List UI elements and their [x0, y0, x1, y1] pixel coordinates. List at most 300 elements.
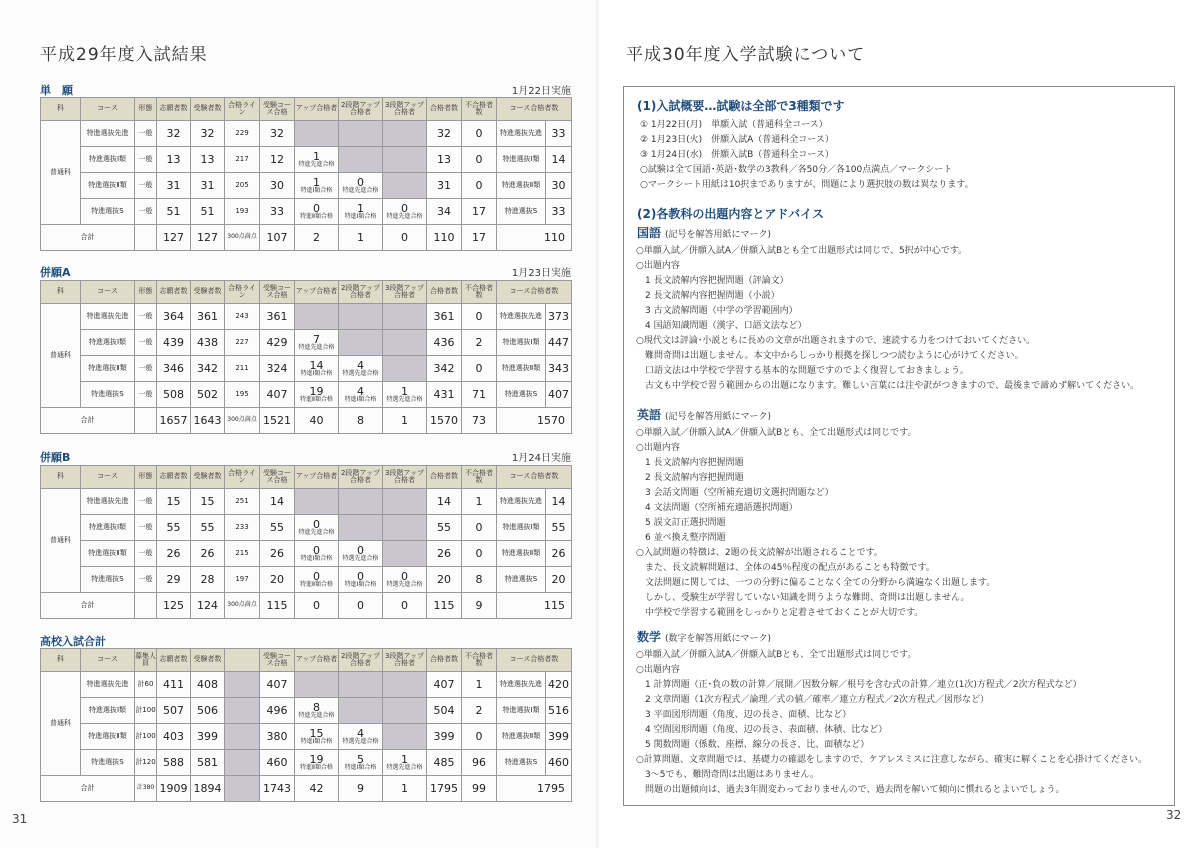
text-line: 3 平面図形問題（角度、辺の長さ、面積、比など）: [636, 710, 852, 720]
applicants-cell: 15: [157, 489, 191, 515]
total-line: 300点満点: [225, 408, 260, 434]
form-cell: 一般: [135, 147, 157, 173]
table-row: [41, 356, 572, 382]
applicants-cell: 13: [157, 147, 191, 173]
column-header: 受験コース合格: [260, 466, 295, 489]
up-count: 1: [357, 201, 364, 215]
up-cell: [295, 382, 339, 408]
column-header: 形態: [135, 281, 157, 304]
course-pass-count: 30: [551, 178, 566, 192]
table-header: [41, 281, 572, 304]
form-cell: 一般: [135, 515, 157, 541]
total-course-pass: 110: [497, 225, 572, 251]
total-line: [225, 776, 260, 802]
column-header: コース合格者数: [497, 98, 572, 121]
empty-up-cell: [383, 698, 427, 724]
column-header: アップ合格者: [295, 98, 339, 121]
course-cell: 特進選抜Ⅱ類: [81, 356, 135, 382]
pass-course-cell: 324: [260, 356, 295, 382]
column-header: コース: [81, 466, 135, 489]
course-pass-count: 373: [548, 309, 569, 323]
examinees-cell: 399: [191, 724, 225, 750]
pass-course-cell: 496: [260, 698, 295, 724]
column-header: 不合格者数: [462, 466, 497, 489]
section-1-title: (1)入試概要…試験は全部で3種類です: [637, 99, 845, 113]
line-cell: 215: [225, 541, 260, 567]
failed-cell: 8: [462, 567, 497, 593]
up-cell: [339, 173, 383, 199]
up-detail: 特選先進合格: [342, 554, 379, 562]
course-pass-count: 407: [548, 387, 569, 401]
total-up: 40: [295, 408, 339, 434]
column-header: 志願者数: [157, 649, 191, 672]
section-2-title: (2)各教科の出題内容とアドバイス: [637, 207, 824, 221]
results-table: [40, 97, 572, 251]
table-total-row: [41, 408, 572, 434]
passed-cell: 26: [427, 541, 462, 567]
course-pass-label: 特進選抜S: [497, 382, 546, 407]
course-pass-cell: [497, 356, 572, 382]
total-examinees: 127: [191, 225, 225, 251]
applicants-cell: 507: [157, 698, 191, 724]
total-applicants: 125: [157, 593, 191, 619]
empty-up-cell: [339, 121, 383, 147]
column-header: コース: [81, 281, 135, 304]
course-cell: 特進選抜先進: [81, 304, 135, 330]
pass-course-cell: 380: [260, 724, 295, 750]
failed-cell: 0: [462, 121, 497, 147]
section-date: 1月23日実施: [511, 268, 571, 279]
kokugo-title: 国語: [637, 226, 662, 240]
total-examinees: 1643: [191, 408, 225, 434]
empty-up-cell: [383, 147, 427, 173]
total-line: 300点満点: [225, 225, 260, 251]
text-line: 3 古文読解問題（中学の学習範囲内）: [636, 306, 798, 316]
course-pass-cell: [497, 330, 572, 356]
text-line: また、長文読解問題は、全体の45％程度の配点があることも特徴です。: [636, 563, 935, 573]
line-cell: 227: [225, 330, 260, 356]
course-cell: 特進選抜Ⅱ類: [81, 541, 135, 567]
course-pass-label: 特進選抜Ⅰ類: [497, 330, 546, 355]
course-cell: 特進選抜Ⅰ類: [81, 330, 135, 356]
table-row: [41, 567, 572, 593]
empty-up-cell: [339, 515, 383, 541]
up-count: 4: [357, 384, 364, 398]
section-heading: [40, 264, 571, 278]
up-cell: [383, 199, 427, 225]
up-count: 8: [313, 700, 320, 714]
applicants-cell: 346: [157, 356, 191, 382]
column-header: 受験者数: [191, 281, 225, 304]
total-label: 合計: [41, 593, 135, 619]
total-failed: 17: [462, 225, 497, 251]
text-line: ○マークシート用紙は10択までありますが、問題により選択肢の数は異なります。: [640, 180, 974, 190]
passed-cell: 407: [427, 672, 462, 698]
applicants-cell: 411: [157, 672, 191, 698]
total-up2: 8: [339, 408, 383, 434]
line-cell: 251: [225, 489, 260, 515]
course-cell: 特進選抜S: [81, 382, 135, 408]
up-count: 14: [309, 358, 324, 372]
pass-course-cell: 407: [260, 382, 295, 408]
up-cell: [383, 567, 427, 593]
up-detail: 特進先進合格: [298, 160, 335, 168]
up-detail: 特進先進合格: [342, 186, 379, 194]
total-up3: 0: [383, 225, 427, 251]
passed-cell: 436: [427, 330, 462, 356]
table-row: [41, 199, 572, 225]
course-cell: 特進選抜S: [81, 567, 135, 593]
up-cell: [295, 750, 339, 776]
line-cell: [225, 724, 260, 750]
course-pass-label: 特進選抜S: [497, 199, 546, 224]
sugaku-heading: [637, 628, 771, 645]
total-passed: 115: [427, 593, 462, 619]
course-cell: 特進選抜Ⅰ類: [81, 147, 135, 173]
total-up2: 9: [339, 776, 383, 802]
up-detail: 特進先進合格: [298, 528, 335, 536]
eigo-title: 英語: [637, 408, 662, 422]
page-title-left: 平成29年度入試結果: [40, 45, 208, 65]
text-line: ○単願入試／併願入試A／併願入試Bとも全て出題形式は同じで、5択が中心です。: [636, 246, 968, 256]
column-header: 2段階アップ合格者: [339, 649, 383, 672]
course-pass-count: 516: [548, 703, 569, 717]
total-passed: 110: [427, 225, 462, 251]
text-line: 4 空間図形問題（角度、辺の長さ、表面積、体積、比など）: [636, 725, 888, 735]
empty-up-cell: [339, 489, 383, 515]
dept-cell: 普通科: [41, 304, 81, 408]
column-header: 3段階アップ合格者: [383, 281, 427, 304]
failed-cell: 0: [462, 724, 497, 750]
applicants-cell: 403: [157, 724, 191, 750]
total-course-pass: 115: [497, 593, 572, 619]
total-failed: 9: [462, 593, 497, 619]
form-cell: 計100: [135, 698, 157, 724]
passed-cell: 485: [427, 750, 462, 776]
course-pass-cell: [497, 304, 572, 330]
empty-up-cell: [383, 356, 427, 382]
total-label: 合計: [41, 408, 135, 434]
passed-cell: 342: [427, 356, 462, 382]
text-line: 6 並べ換え整序問題: [636, 533, 726, 543]
course-cell: 特進選抜先進: [81, 489, 135, 515]
failed-cell: 0: [462, 173, 497, 199]
sugaku-title: 数学: [637, 630, 662, 644]
failed-cell: 0: [462, 304, 497, 330]
column-header: 2段階アップ合格者: [339, 98, 383, 121]
total-form: [135, 225, 157, 251]
form-cell: 一般: [135, 173, 157, 199]
text-line: ○単願入試／併願入試A／併願入試Bとも、全て出題形式は同じです。: [636, 650, 917, 660]
empty-up-cell: [383, 724, 427, 750]
up-count: 4: [357, 726, 364, 740]
column-header: 合格ライン: [225, 281, 260, 304]
section-heading: [40, 82, 571, 96]
table-header: [41, 466, 572, 489]
table-row: [41, 173, 572, 199]
total-failed: 99: [462, 776, 497, 802]
total-applicants: 127: [157, 225, 191, 251]
examinees-cell: 408: [191, 672, 225, 698]
course-pass-cell: [497, 724, 572, 750]
failed-cell: 71: [462, 382, 497, 408]
course-cell: 特進選抜先進: [81, 121, 135, 147]
course-cell: 特進選抜Ⅰ類: [81, 515, 135, 541]
table-row: [41, 750, 572, 776]
section-name: 併願B: [40, 451, 71, 464]
line-cell: 233: [225, 515, 260, 541]
examinees-cell: 342: [191, 356, 225, 382]
course-pass-cell: [497, 541, 572, 567]
text-line: ○単願入試／併願入試A／併願入試Bとも、全て出題形式は同じです。: [636, 428, 917, 438]
course-pass-label: 特進選抜Ⅰ類: [497, 515, 546, 540]
up-cell: [295, 698, 339, 724]
column-header: 志願者数: [157, 98, 191, 121]
up-count: 0: [313, 569, 320, 583]
applicants-cell: 55: [157, 515, 191, 541]
text-line: 1 長文読解内容把握問題: [636, 458, 744, 468]
total-pass-course: 1743: [260, 776, 295, 802]
empty-up-cell: [383, 489, 427, 515]
text-line: 文法問題に関しては、一つの分野に偏ることなく全ての分野から満遍なく出題します。: [636, 578, 996, 588]
column-header: 受験コース合格: [260, 649, 295, 672]
text-line: ① 1月22日(月) 単願入試（普通科全コース）: [640, 120, 828, 130]
examinees-cell: 28: [191, 567, 225, 593]
applicants-cell: 508: [157, 382, 191, 408]
pass-course-cell: 33: [260, 199, 295, 225]
course-pass-cell: [497, 672, 572, 698]
course-pass-count: 33: [551, 204, 566, 218]
column-header: [225, 649, 260, 672]
total-up2: 1: [339, 225, 383, 251]
up-cell: [339, 356, 383, 382]
course-pass-count: 460: [548, 755, 569, 769]
total-line: 300点満点: [225, 593, 260, 619]
course-cell: 特進選抜Ⅱ類: [81, 173, 135, 199]
empty-up-cell: [295, 489, 339, 515]
up-count: 4: [357, 358, 364, 372]
column-header: 科: [41, 649, 81, 672]
up-detail: 特進Ⅰ類合格: [300, 186, 333, 194]
course-cell: 特進選抜Ⅰ類: [81, 698, 135, 724]
up-cell: [295, 147, 339, 173]
up-detail: 特進Ⅰ類合格: [344, 212, 377, 220]
course-pass-count: 20: [551, 572, 566, 586]
course-pass-count: 420: [548, 677, 569, 691]
table-row: [41, 121, 572, 147]
column-header: アップ合格者: [295, 281, 339, 304]
total-pass-course: 107: [260, 225, 295, 251]
column-header: 合格者数: [427, 98, 462, 121]
course-pass-label: 特進選抜S: [497, 567, 546, 592]
up-cell: [295, 330, 339, 356]
pass-course-cell: 26: [260, 541, 295, 567]
page-number-right: 32: [1166, 808, 1182, 822]
up-cell: [295, 567, 339, 593]
passed-cell: 31: [427, 173, 462, 199]
form-cell: 一般: [135, 121, 157, 147]
table-row: [41, 672, 572, 698]
eigo-heading: [637, 406, 771, 423]
empty-up-cell: [383, 541, 427, 567]
examinees-cell: 32: [191, 121, 225, 147]
column-header: 志願者数: [157, 466, 191, 489]
pass-course-cell: 460: [260, 750, 295, 776]
up-detail: 特進Ⅰ類合格: [344, 395, 377, 403]
line-cell: 193: [225, 199, 260, 225]
course-cell: 特進選抜Ⅱ類: [81, 724, 135, 750]
course-pass-cell: [497, 147, 572, 173]
column-header: 受験者数: [191, 649, 225, 672]
up-detail: 特選先進合格: [342, 737, 379, 745]
up-cell: [295, 515, 339, 541]
examinees-cell: 361: [191, 304, 225, 330]
table-row: [41, 382, 572, 408]
course-pass-count: 33: [551, 126, 566, 140]
up-cell: [295, 541, 339, 567]
course-pass-label: 特進選抜先進: [497, 121, 546, 146]
total-label: 合計: [41, 776, 135, 802]
failed-cell: 96: [462, 750, 497, 776]
pass-course-cell: 30: [260, 173, 295, 199]
text-line: 1 計算問題（正･負の数の計算／展開／因数分解／根号を含む式の計算／連立(1次)方程式／2次方程式など）: [636, 680, 1082, 690]
form-cell: 計60: [135, 672, 157, 698]
sugaku-note: (数字を解答用紙にマーク): [665, 634, 772, 644]
total-up: 2: [295, 225, 339, 251]
up-cell: [295, 173, 339, 199]
passed-cell: 32: [427, 121, 462, 147]
total-up: 42: [295, 776, 339, 802]
column-header: コース: [81, 98, 135, 121]
column-header: コース: [81, 649, 135, 672]
text-line: 5 誤文訂正選択問題: [636, 518, 726, 528]
column-header: 不合格者数: [462, 98, 497, 121]
empty-up-cell: [383, 515, 427, 541]
examinees-cell: 15: [191, 489, 225, 515]
course-pass-count: 14: [551, 494, 566, 508]
applicants-cell: 26: [157, 541, 191, 567]
dept-cell: 普通科: [41, 672, 81, 776]
course-pass-count: 55: [551, 520, 566, 534]
course-pass-label: 特進選抜Ⅱ類: [497, 356, 546, 381]
line-cell: 243: [225, 304, 260, 330]
column-header: コース合格者数: [497, 649, 572, 672]
column-header: 合格者数: [427, 281, 462, 304]
text-line: 中学校で学習する範囲をしっかりと定着させておくことが大切です。: [636, 608, 924, 618]
section-date: 1月24日実施: [511, 453, 571, 464]
course-pass-label: 特進選抜Ⅱ類: [497, 541, 546, 566]
examinees-cell: 13: [191, 147, 225, 173]
passed-cell: 504: [427, 698, 462, 724]
up-cell: [295, 199, 339, 225]
form-cell: 一般: [135, 304, 157, 330]
table-row: [41, 304, 572, 330]
up-count: 0: [357, 543, 364, 557]
table-header: [41, 98, 572, 121]
course-pass-cell: [497, 750, 572, 776]
table-row: [41, 541, 572, 567]
column-header: 合格ライン: [225, 466, 260, 489]
total-form: 計380: [135, 776, 157, 802]
total-label: 合計: [41, 225, 135, 251]
applicants-cell: 364: [157, 304, 191, 330]
section-heading: [40, 449, 571, 463]
text-line: 5 関数問題（係数、座標、線分の長さ、比、面積など）: [636, 740, 870, 750]
up-detail: 特進先進合格: [298, 711, 335, 719]
examinees-cell: 581: [191, 750, 225, 776]
text-line: 難問奇問は出題しません。本文中からしっかり根拠を探しつつ読むように心がけてください。: [636, 351, 1024, 361]
course-pass-label: 特進選抜Ⅱ類: [497, 724, 546, 749]
course-pass-label: 特進選抜Ⅰ類: [497, 698, 546, 723]
section-name: 高校入試合計: [40, 635, 106, 648]
empty-up-cell: [383, 330, 427, 356]
column-header: 科: [41, 281, 81, 304]
column-header: 募集人員: [135, 649, 157, 672]
passed-cell: 361: [427, 304, 462, 330]
text-line: ○現代文は評論･小説ともに長めの文章が出題されますので、速読する力をつけておいてください。: [636, 336, 1036, 346]
passed-cell: 14: [427, 489, 462, 515]
table-total-row: [41, 225, 572, 251]
text-line: しかし、受験生が学習していない知識を問うような難問、奇問は出題しません。: [636, 593, 970, 603]
text-line: 3 会話文問題（空所補充適切文選択問題など）: [636, 488, 834, 498]
up-cell: [295, 724, 339, 750]
table-header: [41, 649, 572, 672]
course-pass-cell: [497, 382, 572, 408]
up-detail: 特選先進合格: [386, 395, 423, 403]
pass-course-cell: 12: [260, 147, 295, 173]
up-cell: [295, 356, 339, 382]
total-failed: 73: [462, 408, 497, 434]
line-cell: 229: [225, 121, 260, 147]
up-cell: [339, 724, 383, 750]
text-line: 2 文章問題（1次方程式／論理／式の値／確率／連立方程式／2次方程式／図形など）: [636, 695, 990, 705]
passed-cell: 431: [427, 382, 462, 408]
total-up3: 1: [383, 776, 427, 802]
examinees-cell: 31: [191, 173, 225, 199]
examinees-cell: 506: [191, 698, 225, 724]
column-header: アップ合格者: [295, 649, 339, 672]
empty-up-cell: [339, 672, 383, 698]
examinees-cell: 502: [191, 382, 225, 408]
course-pass-cell: [497, 121, 572, 147]
course-pass-cell: [497, 199, 572, 225]
up-count: 15: [309, 726, 324, 740]
section-date: 1月22日実施: [511, 86, 571, 97]
text-line: 口語文法は中学校で学習する基本的な問題ですのでよく復習しておきましょう。: [636, 366, 970, 376]
text-line: ○計算問題、文章問題では、基礎力の確認をしますので、ケアレスミスに注意しながら、確実に解くことを心掛けてください。: [636, 755, 1148, 765]
form-cell: 一般: [135, 489, 157, 515]
up-count: 1: [401, 752, 408, 766]
total-examinees: 1894: [191, 776, 225, 802]
up-cell: [339, 567, 383, 593]
section-name: 単 願: [40, 84, 73, 97]
total-pass-course: 1521: [260, 408, 295, 434]
failed-cell: 2: [462, 330, 497, 356]
total-passed: 1795: [427, 776, 462, 802]
up-cell: [339, 199, 383, 225]
column-header: 3段階アップ合格者: [383, 649, 427, 672]
column-header: 2段階アップ合格者: [339, 281, 383, 304]
line-cell: 211: [225, 356, 260, 382]
table-row: [41, 698, 572, 724]
text-line: ○試験は全て国語･英語･数学の3教科／各50分／各100点満点／マークシート: [640, 165, 953, 175]
line-cell: 195: [225, 382, 260, 408]
line-cell: 197: [225, 567, 260, 593]
up-detail: 特選先進合格: [386, 580, 423, 588]
text-line: ○入試問題の特徴は、2題の長文読解が出題されることです。: [636, 548, 883, 558]
applicants-cell: 29: [157, 567, 191, 593]
course-pass-count: 14: [551, 152, 566, 166]
